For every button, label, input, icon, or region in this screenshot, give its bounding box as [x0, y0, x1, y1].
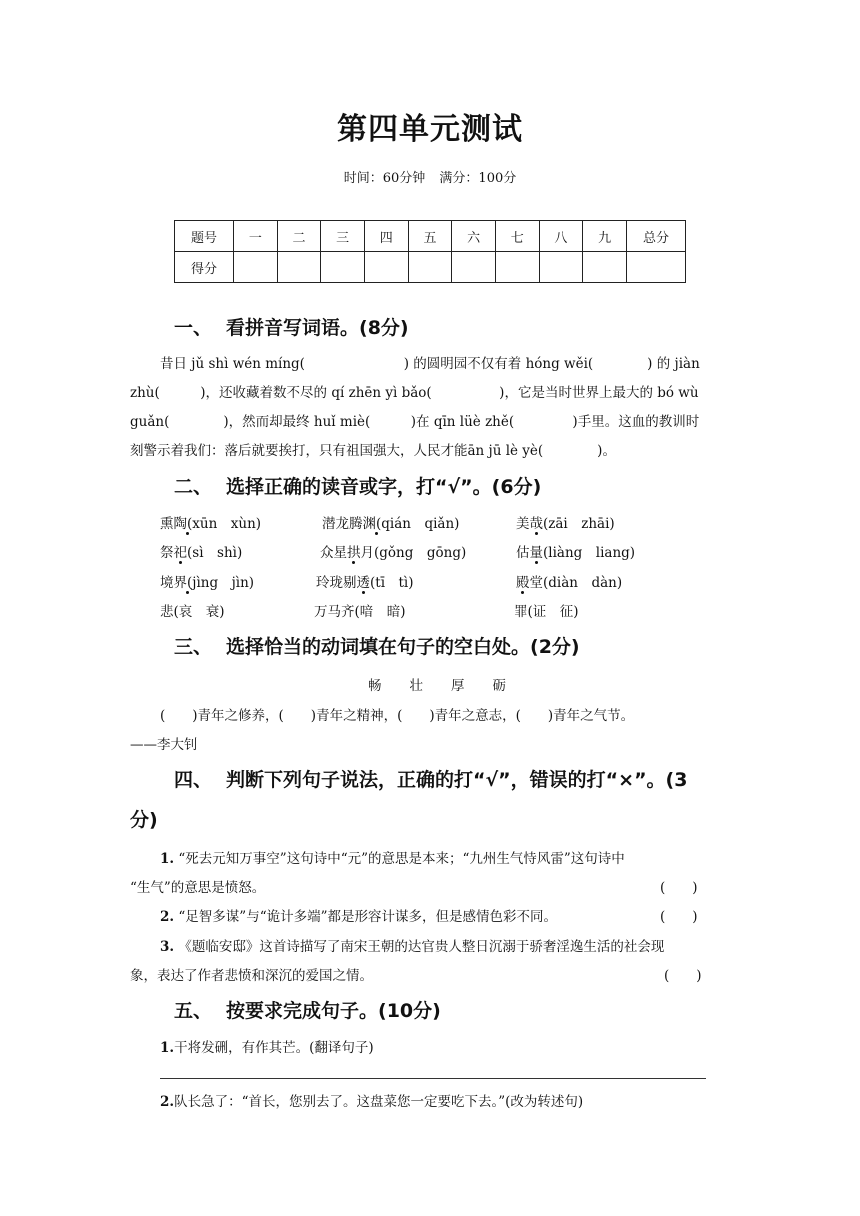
section-number: 四、 [174, 769, 213, 791]
header-cell: 八 [539, 221, 583, 252]
header-cell: 九 [583, 221, 627, 252]
task-item: 2.队长急了：“首长，您别去了。这盘菜您一定要吃下去。”(改为转述句) [160, 1094, 584, 1110]
choice-item[interactable]: 熏陶(xūn xùn) [160, 516, 262, 532]
word-option: 厚 [451, 678, 465, 694]
full-score: 满分：100分 [439, 171, 517, 186]
score-cell[interactable] [539, 252, 583, 283]
score-cell[interactable] [452, 252, 496, 283]
choice-item[interactable]: 潜龙腾渊(qián qiǎn) [322, 516, 460, 532]
word-option: 畅 [368, 678, 382, 694]
choice-item[interactable]: 美哉(zāi zhāi) [516, 516, 615, 532]
exam-meta [0, 167, 860, 186]
score-cell[interactable] [321, 252, 365, 283]
header-cell: 总分 [627, 221, 686, 252]
score-table-header-row [175, 221, 686, 252]
row-label: 得分 [175, 252, 234, 283]
judge-item-line: “生气”的意思是愤怒。 [130, 880, 266, 896]
section-number: 五、 [174, 1000, 213, 1022]
header-cell: 题号 [175, 221, 234, 252]
pinyin-line: 昔日 jǔ shì wén míng( ) 的圆明园不仅有着 hóng wěi( ) 的 jiàn [160, 356, 700, 372]
judge-item-line: 象，表达了作者悲愤和深沉的爱国之情。 [130, 968, 373, 984]
choice-item[interactable]: 祭祀(sì shì) [160, 545, 243, 561]
section-title: 按要求完成句子。(10分) [226, 1000, 441, 1022]
section-number: 一、 [174, 317, 213, 339]
choice-item[interactable]: 万马齐(喑 暗) [314, 604, 406, 620]
score-table-score-row [175, 252, 686, 283]
choice-item[interactable]: 殿堂(diàn dàn) [516, 575, 623, 591]
score-cell[interactable] [364, 252, 408, 283]
header-cell: 四 [364, 221, 408, 252]
fill-sentence[interactable]: ( )青年之修养，( )青年之精神，( )青年之意志，( )青年之气节。 [160, 708, 635, 724]
judge-item-line: 1. “死去元知万事空”这句诗中“元”的意思是本来；“九州生气恃风雷”这句诗中 [160, 851, 625, 867]
pinyin-line: zhù( )，还收藏着数不尽的 qí zhēn yì bǎo( )，它是当时世界上最大的 bó wù [130, 385, 699, 401]
choice-item[interactable]: 玲珑剔透(tī tì) [316, 575, 414, 591]
judge-item-line: 3. 《题临安邸》这首诗描写了南宋王朝的达官贵人整日沉溺于骄奢淫逸生活的社会现 [160, 939, 665, 955]
word-option: 砺 [492, 678, 506, 694]
judge-item-line: 2. “足智多谋”与“诡计多端”都是形容计谋多，但是感情色彩不同。 [160, 909, 557, 925]
score-cell[interactable] [627, 252, 686, 283]
choice-item[interactable]: 悲(哀 衰) [160, 604, 225, 620]
section-title: 判断下列句子说法，正确的打“√”，错误的打“×”。(3 [226, 769, 688, 791]
header-cell: 六 [452, 221, 496, 252]
answer-line[interactable] [160, 1078, 706, 1079]
section-title: 选择恰当的动词填在句子的空白处。(2分) [226, 636, 580, 658]
score-cell[interactable] [583, 252, 627, 283]
pinyin-line: 刻警示着我们：落后就要挨打，只有祖国强大，人民才能ān jū lè yè( )。 [130, 443, 616, 459]
section-3-heading [174, 632, 580, 659]
score-cell[interactable] [408, 252, 452, 283]
answer-bracket[interactable]: ( ) [660, 880, 698, 896]
answer-bracket[interactable]: ( ) [660, 909, 698, 925]
section-title: 看拼音写词语。(8分) [226, 317, 409, 339]
pinyin-line: guǎn( )，然而却最终 huǐ miè( )在 qīn lüè zhě( )手里。这血的教训时 [130, 414, 700, 430]
header-cell: 三 [321, 221, 365, 252]
section-1-heading [174, 313, 409, 340]
header-cell: 七 [495, 221, 539, 252]
header-cell: 一 [234, 221, 278, 252]
section-4-heading [174, 765, 687, 792]
section-2-heading [174, 472, 541, 499]
section-number: 二、 [174, 476, 213, 498]
section-5-heading [174, 996, 441, 1023]
section-4-heading-cont: 分) [130, 809, 158, 831]
choice-item[interactable]: 罪(证 征) [514, 604, 579, 620]
score-table [174, 220, 686, 283]
score-cell[interactable] [495, 252, 539, 283]
section-title: 选择正确的读音或字，打“√”。(6分) [226, 476, 542, 498]
quote-source: ——李大钊 [130, 737, 198, 753]
choice-item[interactable]: 众星拱月(gǒng gōng) [320, 545, 467, 561]
answer-bracket[interactable]: ( ) [664, 968, 702, 984]
score-cell[interactable] [277, 252, 321, 283]
word-bank [368, 674, 506, 694]
page-title: 第四单元测试 [337, 112, 523, 147]
choice-item[interactable]: 估量(liàng liang) [516, 545, 636, 561]
choice-item[interactable]: 境界(jìng jìn) [160, 575, 255, 591]
header-cell: 二 [277, 221, 321, 252]
section-number: 三、 [174, 636, 213, 658]
task-item: 1.干将发硎，有作其芒。(翻译句子) [160, 1040, 374, 1056]
score-cell[interactable] [234, 252, 278, 283]
header-cell: 五 [408, 221, 452, 252]
word-option: 壮 [409, 678, 423, 694]
time-limit: 时间：60分钟 [343, 171, 426, 186]
